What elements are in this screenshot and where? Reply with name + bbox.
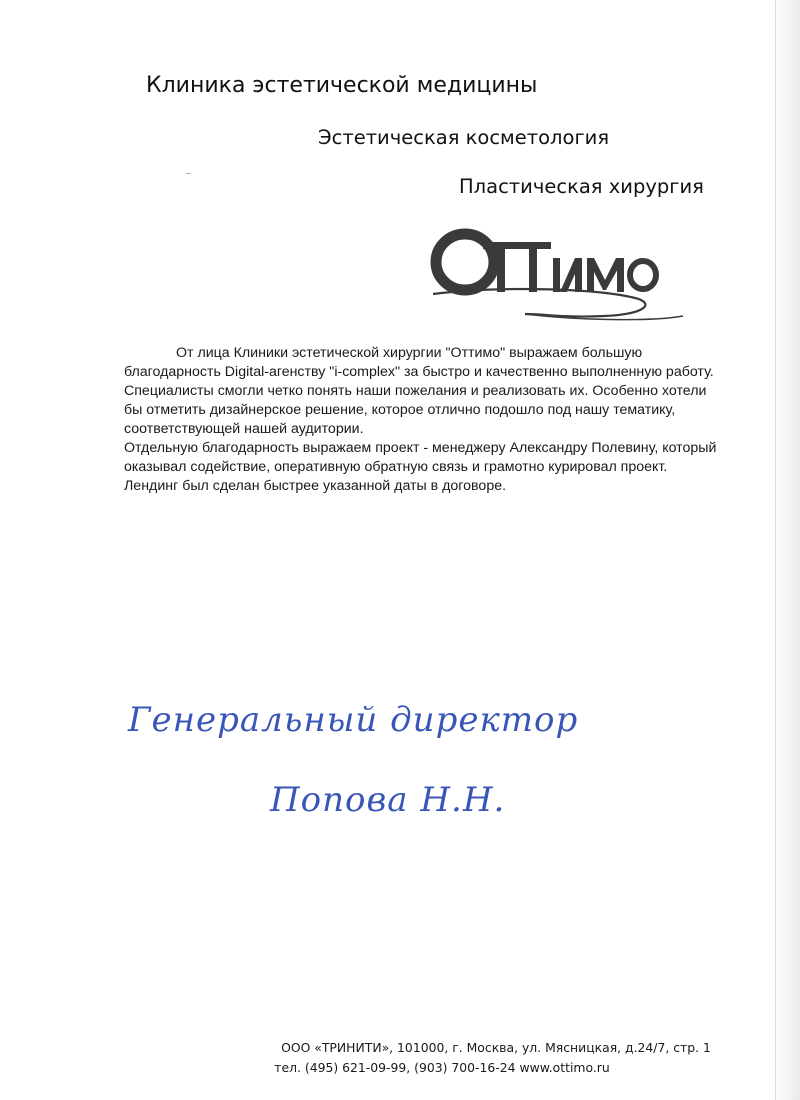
letter-paragraph: Лендинг был сделан быстрее указанной даты в договоре. — [124, 478, 507, 494]
signature-title: Генеральный директор — [128, 700, 579, 740]
letter-paragraph: Специалисты смогли четко понять наши пожелания и реализовать их. Особенно хотели бы отметить дизайнерское решение, которое отлично подошло под нашу тематику, соответствующей нашей аудитории. — [124, 383, 707, 437]
scan-speck — [186, 173, 191, 174]
letter-paragraph: Отдельную благодарность выражаем проект - менеджеру Александру Полевину, который оказывал содействие, оперативную обратную связь и грамотно курировал проект. — [124, 440, 717, 475]
header-surgery: Пластическая хирургия — [459, 175, 704, 198]
letter-body — [124, 344, 724, 496]
ottimo-logo — [425, 228, 685, 328]
scan-edge — [772, 0, 800, 1100]
header-clinic: Клиника эстетической медицины — [146, 73, 538, 98]
header-cosmetology: Эстетическая косметология — [318, 126, 610, 149]
footer-address: ООО «ТРИНИТИ», 101000, г. Москва, ул. Мясницкая, д.24/7, стр. 1 — [281, 1040, 711, 1055]
signature-name: Попова Н.Н. — [270, 780, 506, 820]
footer-contacts: тел. (495) 621-09-99, (903) 700-16-24 www.ottimo.ru — [274, 1060, 610, 1075]
letter-paragraph: От лица Клиники эстетической хирургии "Оттимо" выражаем большую благодарность Digital-агенству "i-complex" за быстро и качественно выполненную работу. — [124, 345, 714, 380]
scan-edge-line — [775, 0, 776, 1100]
